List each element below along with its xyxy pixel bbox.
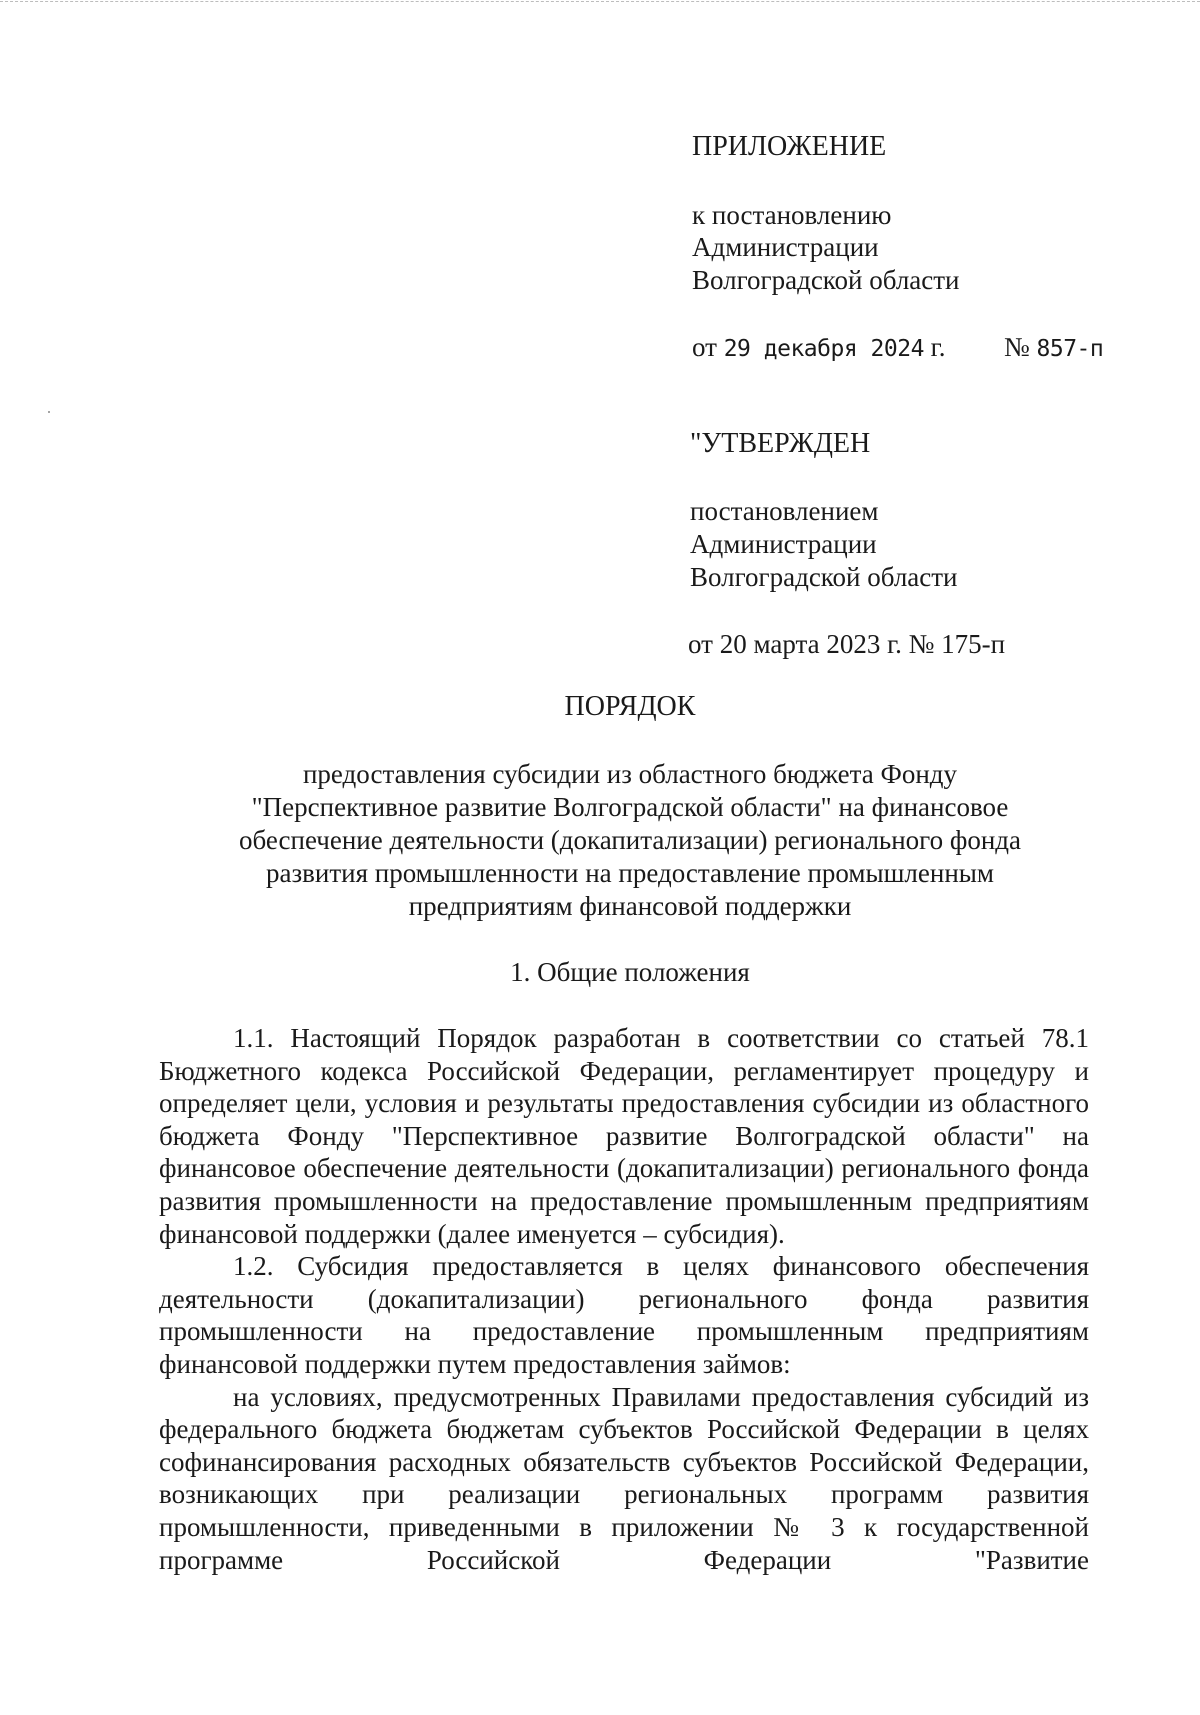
appendix-title: ПРИЛОЖЕНИЕ	[692, 131, 887, 162]
paragraph-1-2-conditions: на условиях, предусмотренных Правилами предоставления субсидий из федерального бюджета бюджетам субъектов Российской Федерации в целях софинансирования расходных обязательств субъектов Российской Федерации, возникающих при реализации региональных программ развития промышленности, приведенными в приложении № 3 к государственной программе Российской Федерации "Развитие	[159, 1381, 1089, 1575]
appendix-date-prefix: от	[692, 332, 724, 362]
appendix-date-stamp: 29 декабря 2024	[723, 336, 924, 362]
appendix-date	[692, 331, 945, 365]
paragraph-1-2: 1.2. Субсидия предоставляется в целях финансового обеспечения деятельности (докапитализации) регионального фонда развития промышленности на предоставление промышленным предприятиям финансовой поддержки путем предоставления займов:	[159, 1251, 1089, 1379]
appendix-number	[1004, 331, 1103, 365]
approved-date-number: от 20 марта 2023 г. № 175-п	[688, 629, 1006, 659]
approved-title: "УТВЕРЖДЕН	[690, 428, 871, 459]
appendix-date-suffix: г.	[923, 332, 946, 362]
approved-by-line-2: Администрации	[690, 529, 877, 559]
scan-speck	[48, 411, 50, 413]
appendix-to-line-2: Администрации	[692, 232, 879, 262]
document-subtitle-line-3: обеспечение деятельности (докапитализации) регионального фонда	[239, 825, 1021, 855]
paragraph-1-1: 1.1. Настоящий Порядок разработан в соответствии со статьей 78.1 Бюджетного кодекса Российской Федерации, регламентирует процедуру и определяет цели, условия и результаты предоставления субсидии из областного бюджета Фонду "Перспективное развитие Волгоградской области" на финансовое обеспечение деятельности (докапитализации) регионального фонда развития промышленности на предоставление промышленным предприятиям финансовой поддержки (далее именуется – субсидия).	[159, 1023, 1089, 1249]
section-title: 1. Общие положения	[510, 957, 750, 987]
document-body	[159, 1022, 1089, 1576]
approved-by-line-3: Волгоградской области	[690, 562, 958, 592]
document-heading: ПОРЯДОК	[564, 691, 696, 722]
document-subtitle-line-4: развития промышленности на предоставление промышленным	[265, 858, 994, 888]
appendix-to-line-1: к постановлению	[692, 200, 892, 230]
scan-top-edge	[0, 1, 1200, 2]
document-subtitle-line-5: предприятиям финансовой поддержки	[408, 891, 852, 921]
appendix-number-stamp: 857-п	[1036, 336, 1104, 362]
document-subtitle-line-2: "Перспективное развитие Волгоградской области" на финансовое	[251, 792, 1009, 822]
appendix-number-sign: №	[1004, 332, 1037, 362]
appendix-to-line-3: Волгоградской области	[692, 265, 960, 295]
approved-by-line-1: постановлением	[690, 496, 879, 526]
document-subtitle-line-1: предоставления субсидии из областного бюджета Фонду	[302, 759, 958, 789]
